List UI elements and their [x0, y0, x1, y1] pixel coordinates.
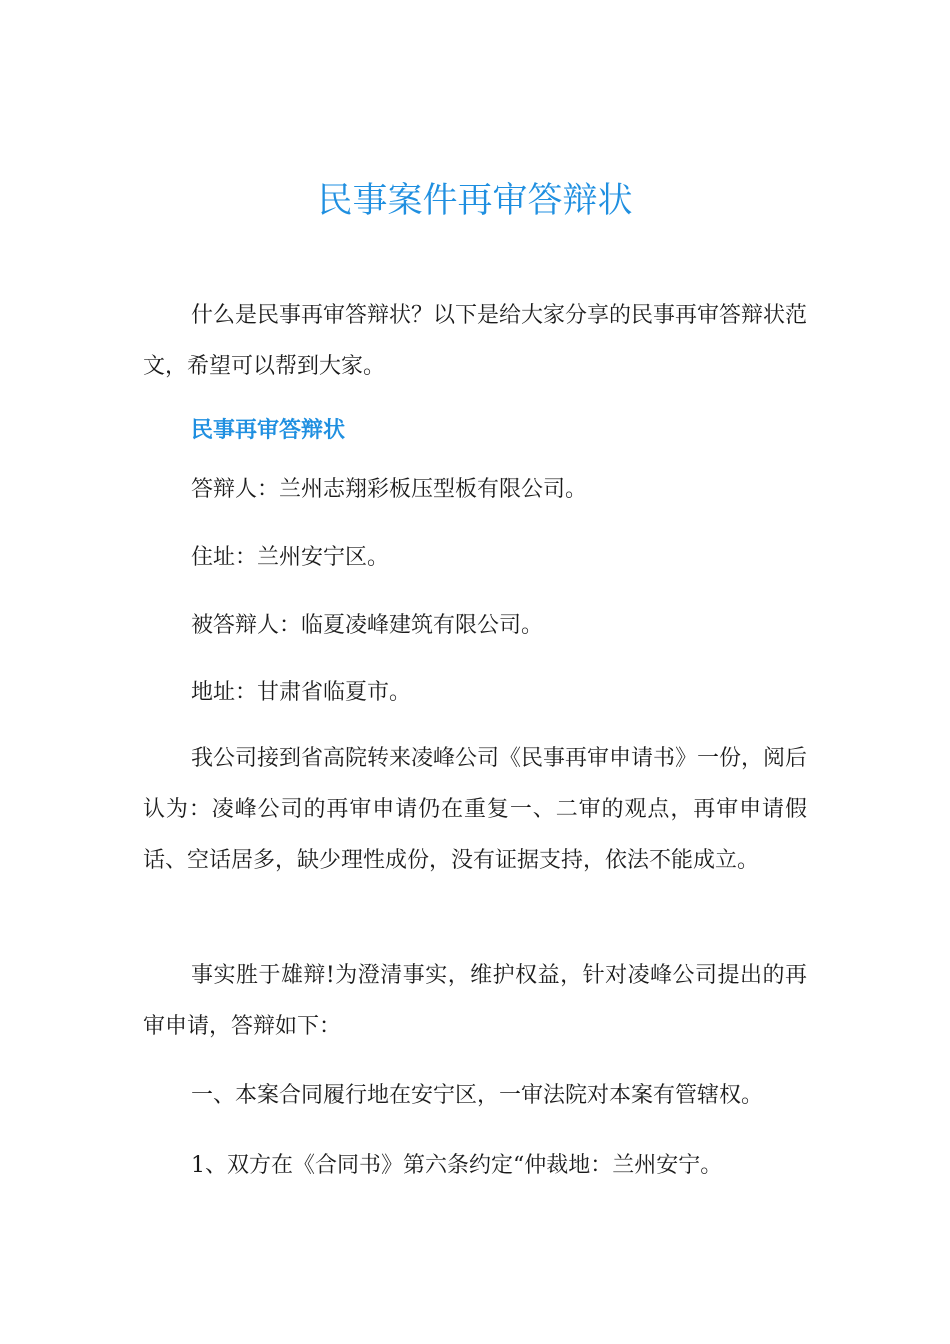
statement-paragraph: 事实胜于雄辩!为澄清事实，维护权益，针对凌峰公司提出的再审申请，答辩如下：	[143, 963, 807, 1039]
applicant-address-paragraph: 地址：甘肃省临夏市。	[191, 680, 412, 705]
point-one-paragraph: 一、本案合同履行地在安宁区，一审法院对本案有管辖权。	[191, 1083, 764, 1108]
applicant-paragraph: 被答辩人：临夏凌峰建筑有限公司。	[191, 613, 544, 638]
response-paragraph: 我公司接到省高院转来凌峰公司《民事再审申请书》一份，阅后认为：凌峰公司的再审申请仍在重复一、二审的观点，再审申请假话、空话居多，缺少理性成份，没有证据支持，依法不能成立。	[143, 746, 808, 873]
respondent-paragraph: 答辩人：兰州志翔彩板压型板有限公司。	[191, 477, 588, 502]
respondent-address-paragraph: 住址：兰州安宁区。	[191, 545, 390, 570]
point-one-detail-paragraph: 1、双方在《合同书》第六条约定“仲裁地：兰州安宁。	[191, 1153, 723, 1178]
page-title: 民事案件再审答辩状	[317, 181, 633, 221]
intro-paragraph: 什么是民事再审答辩状？以下是给大家分享的民事再审答辩状范文，希望可以帮到大家。	[143, 303, 808, 379]
section-heading: 民事再审答辩状	[191, 418, 346, 443]
